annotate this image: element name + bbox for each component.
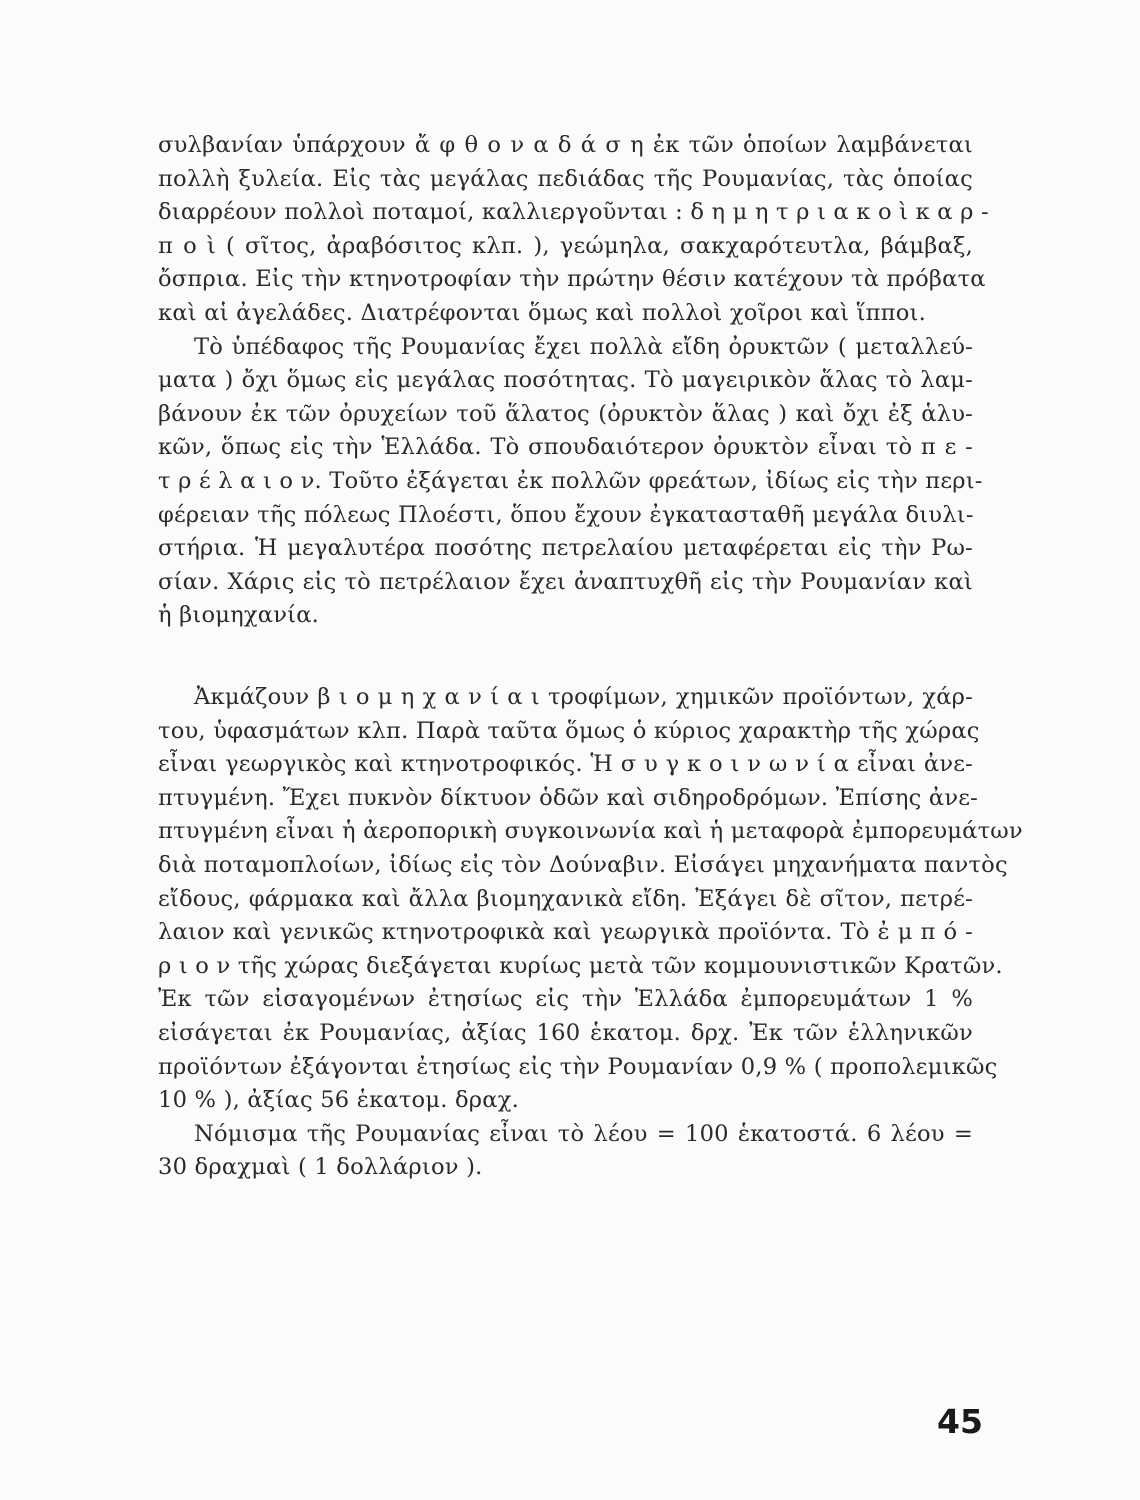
text-line: 10 % ), ἀξίας 56 ἑκατομ. δραχ. bbox=[158, 1087, 520, 1114]
text-line: Νόμισμα τῆς Ρουμανίας εἶναι τὸ λέου = 100 ἑκατοστά. 6 λέου = bbox=[194, 1120, 973, 1147]
page-number: 45 bbox=[937, 1402, 983, 1441]
text-line: φέρειαν τῆς πόλεως Πλοέστι, ὅπου ἔχουν ἐγκατασταθῆ μεγάλα διυλι- bbox=[158, 501, 974, 528]
text-line: ἡ βιομηχανία. bbox=[158, 602, 320, 629]
text-line: βάνουν ἐκ τῶν ὀρυχείων τοῦ ἅλατος (ὀρυκτὸν ἅλας ) καὶ ὄχι ἐξ ἁλυ- bbox=[158, 400, 973, 427]
text-line: Ἀκμάζουν β ι ο μ η χ α ν ί α ι τροφίμων, χημικῶν προϊόντων, χάρ- bbox=[194, 684, 973, 710]
text-line: διαρρέουν πολλοὶ ποταμοί, καλλιεργοῦνται : δ η μ η τ ρ ι α κ ο ὶ κ α ρ - bbox=[158, 199, 989, 226]
text-line: συλβανίαν ὑπάρχουν ἄ φ θ ο ν α δ ά σ η ἐκ τῶν ὁποίων λαμβάνεται bbox=[158, 132, 973, 158]
text-line: πολλὴ ξυλεία. Εἰς τὰς μεγάλας πεδιάδας τῆς Ρουμανίας, τὰς ὁποίας bbox=[158, 165, 973, 192]
text-line: Τὸ ὑπέδαφος τῆς Ρουμανίας ἔχει πολλὰ εἴδη ὀρυκτῶν ( μεταλλεύ- bbox=[194, 333, 973, 360]
text-line: καὶ αἱ ἀγελάδες. Διατρέφονται ὅμως καὶ πολλοὶ χοῖροι καὶ ἵπποι. bbox=[158, 299, 926, 326]
text-line: διὰ ποταμοπλοίων, ἰδίως εἰς τὸν Δούναβιν. Εἰσάγει μηχανήματα παντὸς bbox=[158, 851, 1008, 878]
text-line: εἶναι γεωργικὸς καὶ κτηνοτροφικός. Ἡ σ υ γ κ ο ι ν ω ν ί α εἶναι ἀνε- bbox=[158, 751, 973, 778]
text-line: Ἐκ τῶν εἰσαγομένων ἐτησίως εἰς τὴν Ἑλλάδα ἐμπορευμάτων 1 % bbox=[158, 986, 973, 1013]
text-line: εἰσάγεται ἐκ Ρουμανίας, ἀξίας 160 ἑκατομ. δρχ. Ἐκ τῶν ἑλληνικῶν bbox=[158, 1019, 973, 1046]
text-line: λαιον καὶ γενικῶς κτηνοτροφικὰ καὶ γεωργικὰ προϊόντα. Τὸ ἐ μ π ό - bbox=[158, 919, 973, 946]
text-line: ὄσπρια. Εἰς τὴν κτηνοτροφίαν τὴν πρώτην θέσιν κατέχουν τὰ πρόβατα bbox=[158, 266, 986, 293]
text-line: στήρια. Ἡ μεγαλυτέρα ποσότης πετρελαίου μεταφέρεται εἰς τὴν Ρω- bbox=[158, 535, 973, 562]
text-block-2 bbox=[158, 681, 1023, 1185]
text-line: ματα ) ὄχι ὅμως εἰς μεγάλας ποσότητας. Τὸ μαγειρικὸν ἅλας τὸ λαμ- bbox=[158, 367, 973, 394]
text-line: π ο ὶ ( σῖτος, ἀραβόσιτος κλπ. ), γεώμηλα, σακχαρότευτλα, βάμβαξ, bbox=[158, 232, 973, 259]
text-line: τ ρ έ λ α ι ο ν. Τοῦτο ἐξάγεται ἐκ πολλῶν φρεάτων, ἰδίως εἰς τὴν περι- bbox=[158, 467, 983, 494]
text-line: σίαν. Χάρις εἰς τὸ πετρέλαιον ἔχει ἀναπτυχθῆ εἰς τὴν Ρουμανίαν καὶ bbox=[158, 568, 973, 595]
text-line: ρ ι ο ν τῆς χώρας διεξάγεται κυρίως μετὰ τῶν κομμουνιστικῶν Κρατῶν. bbox=[158, 952, 1003, 979]
text-line: του, ὑφασμάτων κλπ. Παρὰ ταῦτα ὅμως ὁ κύριος χαρακτὴρ τῆς χώρας bbox=[158, 717, 980, 744]
text-line: κῶν, ὅπως εἰς τὴν Ἑλλάδα. Τὸ σπουδαιότερον ὀρυκτὸν εἶναι τὸ π ε - bbox=[158, 434, 973, 461]
text-line: 30 δραχμαὶ ( 1 δολλάριον ). bbox=[158, 1154, 483, 1181]
text-block-1 bbox=[158, 129, 989, 633]
text-line: πτυγμένη. Ἔχει πυκνὸν δίκτυον ὁδῶν καὶ σιδηροδρόμων. Ἐπίσης ἀνε- bbox=[158, 784, 978, 811]
text-line: πτυγμένη εἶναι ἡ ἀεροπορικὴ συγκοινωνία καὶ ἡ μεταφορὰ ἐμπορευμάτων bbox=[158, 818, 1023, 845]
text-line: εἴδους, φάρμακα καὶ ἄλλα βιομηχανικὰ εἴδη. Ἐξάγει δὲ σῖτον, πετρέ- bbox=[158, 885, 973, 912]
text-line: προϊόντων ἐξάγονται ἐτησίως εἰς τὴν Ρουμανίαν 0,9 % ( προπολεμικῶς bbox=[158, 1053, 998, 1080]
